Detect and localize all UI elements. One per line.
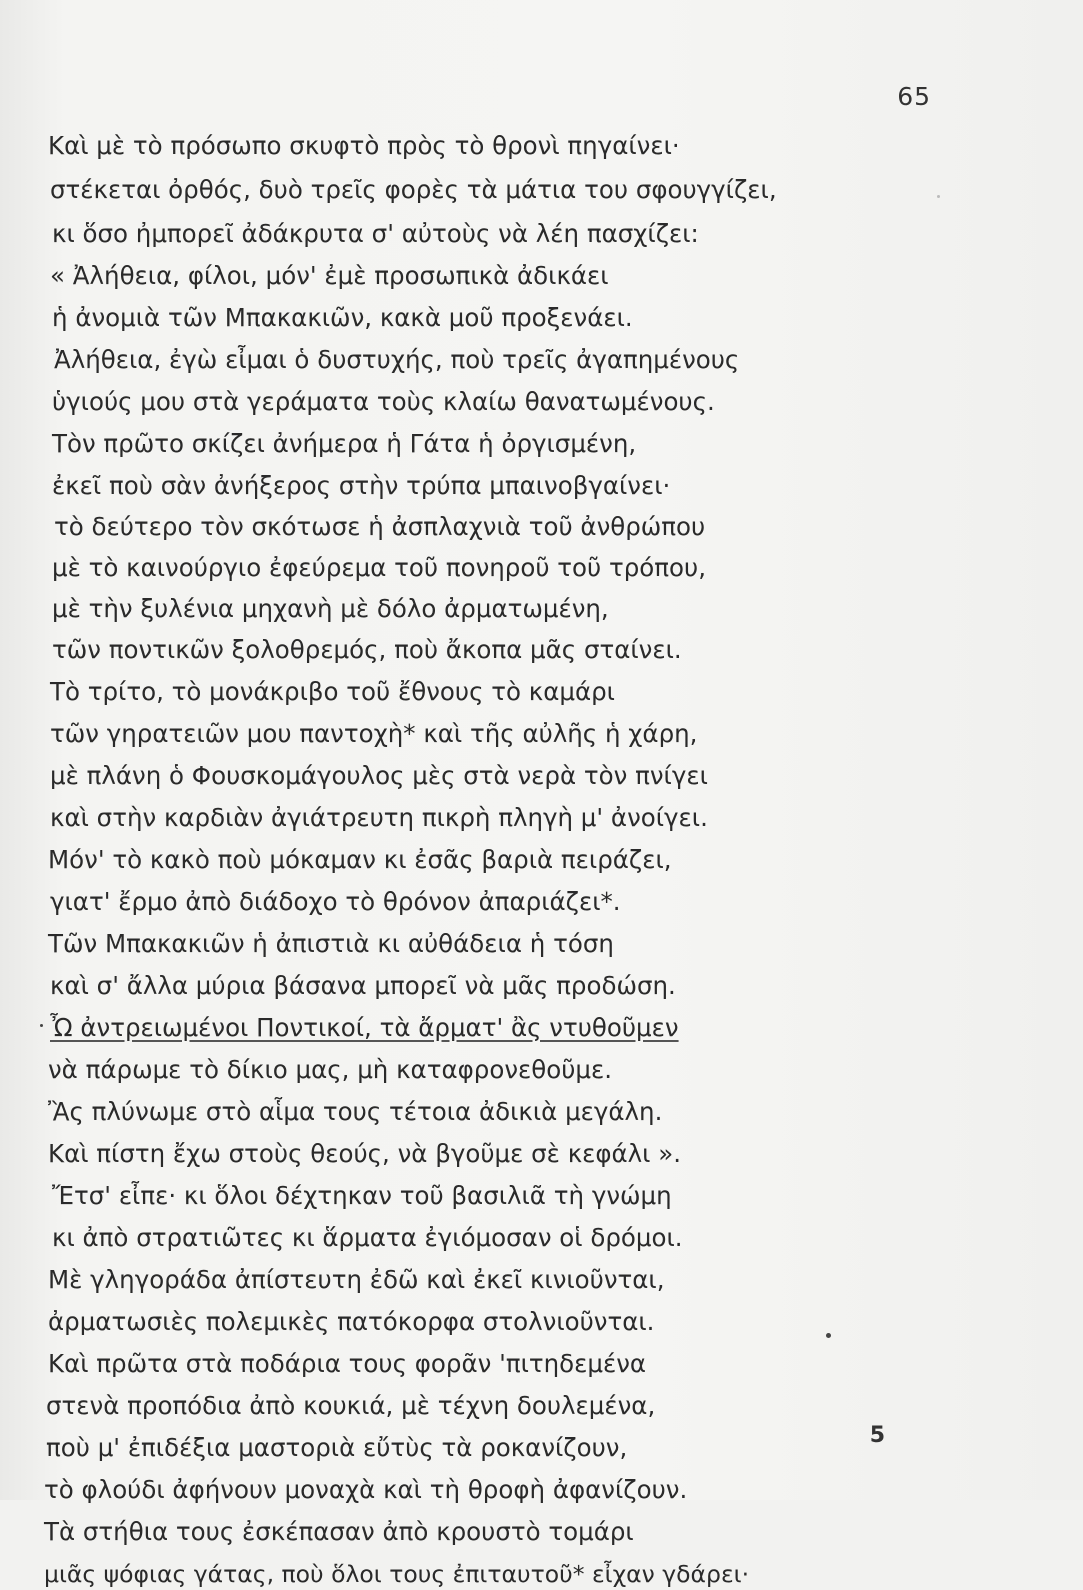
poem-line: τὸ φλούδι ἀφήνουν μοναχὰ καὶ τὴ θροφὴ ἀφανίζουν. (44, 1475, 688, 1504)
poem-line: μὲ πλάνη ὁ Φουσκομάγουλος μὲς στὰ νερὰ τὸν πνίγει (50, 761, 708, 790)
poem-line: ὑγιούς μου στὰ γεράματα τοὺς κλαίω θανατωμένους. (52, 387, 715, 416)
poem-line: ἡ ἀνομιὰ τῶν Μπακακιῶν, κακὰ μοῦ προξενάει. (52, 303, 633, 332)
poem-line: νὰ πάρωμε τὸ δίκιο μας, μὴ καταφρονεθοῦμε. (48, 1055, 613, 1084)
poem-line: « Ἀλήθεια, φίλοι, μόν' ἐμὲ προσωπικὰ ἀδικάει (50, 261, 609, 290)
poem-line: καὶ στὴν καρδιὰν ἀγιάτρευτη πικρὴ πληγὴ μ' ἀνοίγει. (50, 803, 708, 832)
poem-line: Καὶ πρῶτα στὰ ποδάρια τους φορᾶν 'πιτηδεμένα (48, 1349, 647, 1378)
poem-line: τὸ δεύτερο τὸν σκότωσε ἡ ἀσπλαχνιὰ τοῦ ἀνθρώπου (54, 512, 706, 541)
poem-line: μὲ τὸ καινούργιο ἐφεύρεμα τοῦ πονηροῦ τοῦ τρόπου, (52, 553, 706, 582)
poem-line: Μὲ γληγοράδα ἀπίστευτη ἐδῶ καὶ ἐκεῖ κινιοῦνται, (48, 1265, 665, 1294)
poem-line: ἐκεῖ ποὺ σὰν ἀνήξερος στὴν τρύπα μπαινοβγαίνει· (52, 471, 671, 500)
poem-line: μὲ τὴν ξυλένια μηχανὴ μὲ δόλο ἀρματωμένη, (52, 594, 609, 623)
poem-line: τῶν ποντικῶν ξολοθρεμός, ποὺ ἄκοπα μᾶς σταίνει. (52, 635, 682, 664)
page-number: 65 (897, 82, 931, 111)
poem-line: ποὺ μ' ἐπιδέξια μαστοριὰ εὔτὺς τὰ ροκανίζουν, (46, 1433, 628, 1462)
ink-speck (937, 195, 940, 198)
poem-line: Τὰ στήθια τους ἐσκέπασαν ἀπὸ κρουστὸ τομάρι (44, 1517, 634, 1546)
poem-line: Τῶν Μπακακιῶν ἡ ἀπιστιὰ κι αὐθάδεια ἡ τόση (48, 929, 614, 958)
poem-line: Ἂς πλύνωμε στὸ αἷμα τους τέτοια ἀδικιὰ μεγάλη. (48, 1097, 663, 1126)
poem-line: μιᾶς ψόφιας γάτας, ποὺ ὅλοι τους ἐπιταυτοῦ* εἶχαν γδάρει· (44, 1560, 750, 1588)
poem-line: Μόν' τὸ κακὸ ποὺ μόκαμαν κι ἐσᾶς βαριὰ πειράζει, (48, 845, 672, 874)
signature-mark: 5 (869, 1423, 885, 1448)
poem-line: Τὸν πρῶτο σκίζει ἀνήμερα ἡ Γάτα ἡ ὀργισμένη, (52, 429, 637, 458)
poem-line: Καὶ μὲ τὸ πρόσωπο σκυφτὸ πρὸς τὸ θρονὶ πηγαίνει· (48, 131, 680, 160)
poem-line: τῶν γηρατειῶν μου παντοχὴ* καὶ τῆς αὐλῆς ἡ χάρη, (50, 719, 698, 748)
poem-line-underlined: Ὦ ἀντρειωμένοι Ποντικοί, τὰ ἄρματ' ἂς ντυθοῦμεν (50, 1013, 679, 1042)
poem-line: κι ὅσο ἠμπορεῖ ἀδάκρυτα σ' αὐτοὺς νὰ λέη πασχίζει: (52, 219, 699, 248)
poem-line: γιατ' ἔρμο ἀπὸ διάδοχο τὸ θρόνον ἀπαριάζει*. (50, 887, 621, 916)
poem-line: Καὶ πίστη ἔχω στοὺς θεούς, νὰ βγοῦμε σὲ κεφάλι ». (48, 1139, 682, 1168)
poem-line: Ἔτσ' εἶπε· κι ὅλοι δέχτηκαν τοῦ βασιλιᾶ τὴ γνώμη (52, 1181, 672, 1210)
ink-speck (40, 1024, 43, 1027)
poem-line: στέκεται ὀρθός, δυὸ τρεῖς φορὲς τὰ μάτια του σφουγγίζει, (50, 175, 777, 204)
poem-line: στενὰ προπόδια ἀπὸ κουκιά, μὲ τέχνη δουλεμένα, (46, 1391, 656, 1420)
poem-line: καὶ σ' ἄλλα μύρια βάσανα μπορεῖ νὰ μᾶς προδώση. (50, 971, 676, 1000)
poem-line: Ἀλήθεια, ἐγὼ εἶμαι ὁ δυστυχής, ποὺ τρεῖς ἀγαπημένους (54, 345, 740, 374)
ink-speck (826, 1333, 831, 1338)
poem-line: Τὸ τρίτο, τὸ μονάκριβο τοῦ ἔθνους τὸ καμάρι (50, 677, 615, 706)
poem-line: κι ἀπὸ στρατιῶτες κι ἅρματα ἐγιόμοσαν οἱ δρόμοι. (52, 1223, 683, 1252)
poem-line: ἀρματωσιὲς πολεμικὲς πατόκορφα στολνιοῦνται. (48, 1307, 655, 1336)
